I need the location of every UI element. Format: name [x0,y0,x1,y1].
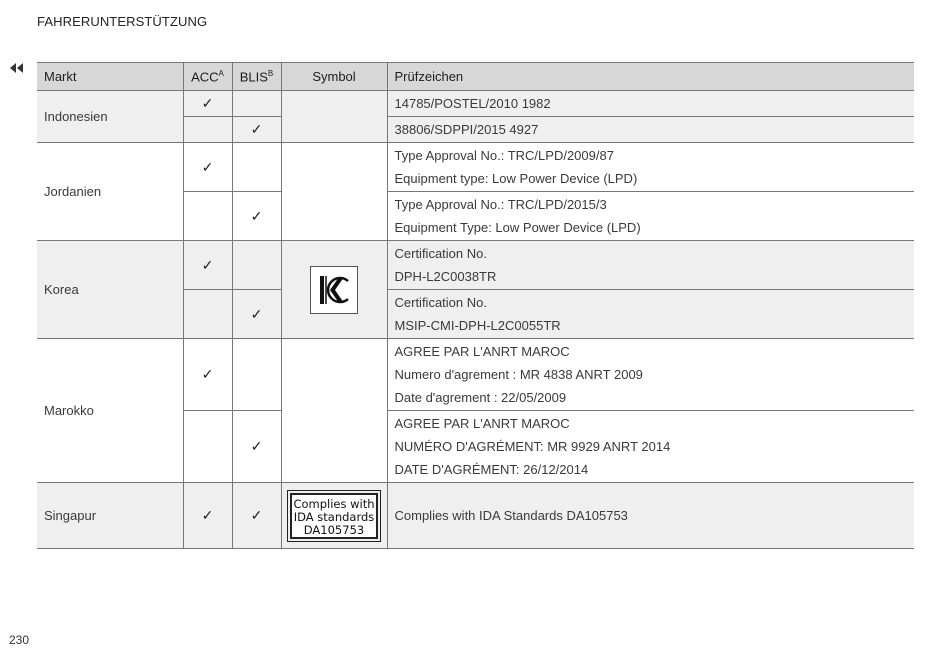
approval-cell: AGREE PAR L'ANRT MAROC NUMÉRO D'AGRÉMENT: MR 9929 ANRT 2014 DATE D'AGRÉMENT: 26/12/2014 [387,411,914,483]
market-name: Jordanien [37,143,183,241]
approval-cell: Certification No. DPH-L2C0038TR [387,241,914,290]
check-icon: ✓ [250,207,263,224]
kc-certification-mark-icon [310,266,358,314]
table-row [37,241,914,290]
approval-cell: Complies with IDA Standards DA105753 [387,483,914,549]
acc-check [183,483,232,549]
column-header-symbol: Symbol [281,63,387,91]
column-header-acc: $ACC^A$ [183,63,232,91]
approval-cell: 38806/SDPPI/2015 4927 [387,117,914,143]
market-group-morocco [37,339,914,483]
market-name: Indonesien [37,91,183,143]
approval-cell: AGREE PAR L'ANRT MAROC Numero d'agrement : MR 4838 ANRT 2009 Date d'agrement : 22/05/2009 [387,339,914,411]
market-name: Singapur [37,483,183,549]
blis-check [232,290,281,339]
check-icon: ✓ [201,158,214,175]
blis-check [232,483,281,549]
section-title: FAHRERUNTERSTÜTZUNG [37,14,208,29]
market-group-indonesia [37,91,914,143]
approval-cell: Type Approval No.: TRC/LPD/2009/87 Equipment type: Low Power Device (LPD) [387,143,914,192]
column-header-market: Markt [37,63,183,91]
check-icon: ✓ [201,366,214,382]
acc-check [183,339,232,411]
check-icon: ✓ [201,507,214,523]
symbol-cell [281,91,387,143]
acc-check [183,241,232,290]
market-name: Korea [37,241,183,339]
approval-cell: 14785/POSTEL/2010 1982 [387,91,914,117]
market-name: Marokko [37,339,183,483]
symbol-cell [281,483,387,549]
ida-standards-mark: Complies with IDA standards DA105753 [290,493,378,539]
check-icon: ✓ [201,256,214,273]
blis-check-empty [232,241,281,290]
acc-check-empty [183,117,232,143]
market-group-jordan [37,143,914,241]
check-icon: ✓ [250,121,263,137]
approval-cell: Type Approval No.: TRC/LPD/2015/3 Equipment Type: Low Power Device (LPD) [387,192,914,241]
table-row [37,143,914,192]
symbol-cell [281,143,387,241]
symbol-cell [281,241,387,339]
acc-check [183,91,232,117]
blis-check-empty [232,91,281,117]
check-icon: ✓ [201,95,214,111]
blis-check [232,117,281,143]
blis-check-empty [232,339,281,411]
double-chevron-left-icon[interactable] [9,62,25,74]
blis-check [232,411,281,483]
blis-check [232,192,281,241]
table-header-row [37,63,914,91]
check-icon: ✓ [250,438,263,454]
acc-check-empty [183,411,232,483]
check-icon: ✓ [250,507,263,523]
market-group-singapore [37,483,914,549]
table-row [37,483,914,549]
column-header-approval: Prüfzeichen [387,63,914,91]
approval-cell: Certification No. MSIP-CMI-DPH-L2C0055TR [387,290,914,339]
symbol-cell [281,339,387,483]
market-group-korea [37,241,914,339]
page-number: 230 [9,633,30,647]
blis-check-empty [232,143,281,192]
column-header-blis: $BLIS^B$ [232,63,281,91]
certification-table [37,62,914,549]
table-row [37,91,914,117]
acc-check-empty [183,290,232,339]
acc-check-empty [183,192,232,241]
acc-check [183,143,232,192]
table-row [37,339,914,411]
check-icon: ✓ [250,305,263,322]
